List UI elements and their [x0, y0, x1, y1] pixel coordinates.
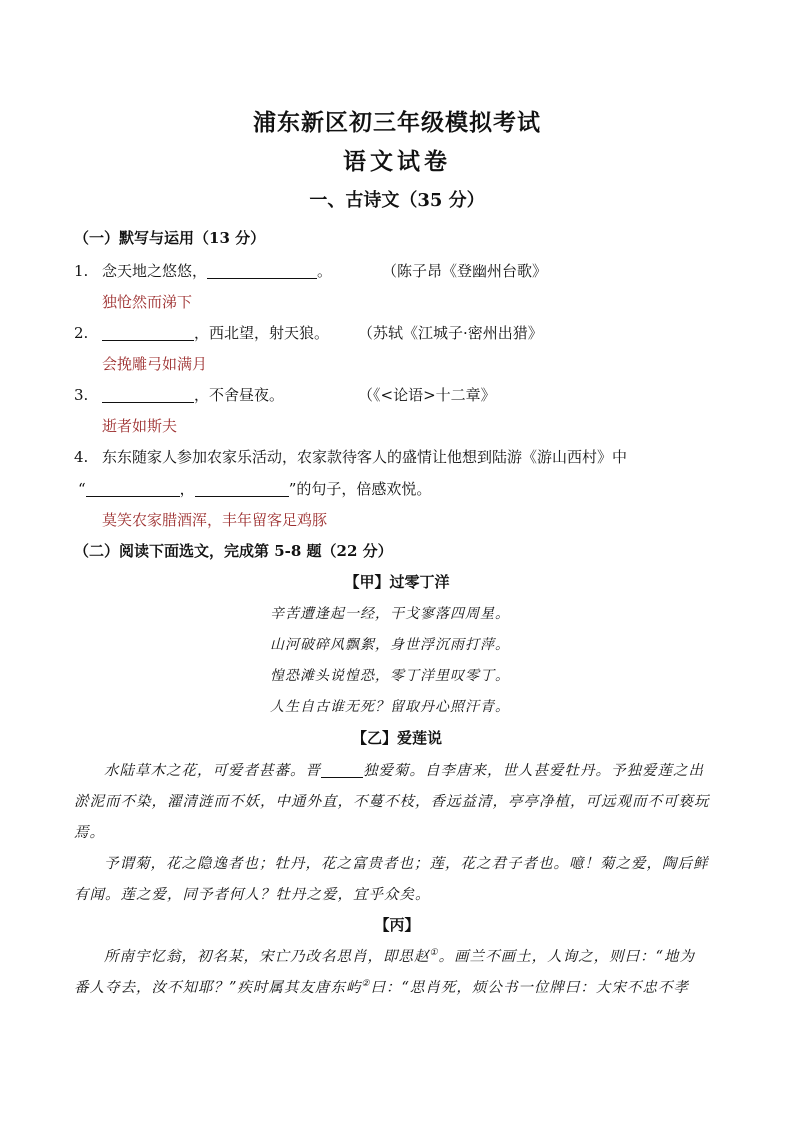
text: 独爱菊。自李唐来，世人甚爱牡丹。予独爱莲之出	[363, 763, 704, 779]
question-number: 4.	[74, 448, 89, 466]
answer-3: 逝者如斯夫	[102, 417, 178, 435]
question-2	[74, 322, 329, 343]
bing-title: 【丙】	[374, 916, 420, 934]
answer-blank[interactable]	[102, 324, 194, 341]
question-1-source: （陈子昂《登幽州台歌》	[382, 262, 548, 280]
yi-paragraph1-line2: 淤泥而不染，濯清涟而不妖，中通外直，不蔓不枝，香远益清，亭亭净植，可远观而不可亵玩	[74, 794, 710, 810]
question-text: ，不舍昼夜。	[194, 386, 285, 404]
poem-line: 惶恐滩头说惶恐，零丁洋里叹零丁。	[270, 668, 510, 684]
footnote-marker: ①	[429, 948, 439, 959]
question-text: ”的句子，倍感欢悦。	[288, 480, 432, 498]
question-text: 东东随家人参加农家乐活动，农家款待客人的盛情让他想到陆游《游山西村》中	[102, 448, 628, 466]
question-number: 2.	[74, 324, 89, 342]
question-3-source: （《<论语>十二章》	[358, 386, 496, 404]
answer-1: 独怆然而涕下	[102, 293, 193, 311]
question-number: 3.	[74, 386, 89, 404]
yi-title: 【乙】爱莲说	[351, 729, 442, 747]
footnote-marker: ②	[361, 979, 371, 990]
question-text: 念天地之悠悠，	[102, 262, 208, 280]
answer-blank[interactable]	[102, 386, 194, 403]
yi-paragraph2-line2: 有闻。莲之爱，同予者何人？牡丹之爱，宜乎众矣。	[74, 887, 431, 903]
exam-subtitle: 语文试卷	[343, 148, 451, 175]
bing-line1	[104, 945, 695, 966]
answer-2: 会挽雕弓如满月	[102, 355, 208, 373]
text: 水陆草木之花，可爱者甚蕃。晋	[104, 763, 321, 779]
question-1	[74, 260, 332, 281]
bing-line2	[74, 976, 689, 997]
question-2-source: （苏轼《江城子·密州出猎》	[358, 324, 543, 342]
poem-line: 人生自古谁无死？留取丹心照汗青。	[270, 699, 510, 715]
answer-blank[interactable]	[321, 762, 363, 778]
question-4	[74, 446, 627, 467]
poem-line: 辛苦遭逢起一经，干戈寥落四周星。	[270, 606, 510, 622]
question-text: ，西北望，射天狼。	[194, 324, 330, 342]
text: 番人夺去，汝不知耶？”疾时属其友唐东屿	[74, 980, 362, 996]
text: 。画兰不画土，人询之，则曰：“地为	[438, 949, 695, 965]
answer-blank[interactable]	[195, 480, 289, 497]
exam-title: 浦东新区初三年级模拟考试	[253, 109, 541, 136]
quote-open: “	[78, 480, 86, 498]
answer-4: 莫笑农家腊酒浑，丰年留客足鸡豚	[102, 511, 328, 529]
yi-paragraph1-line3: 焉。	[74, 825, 105, 841]
comma: ，	[179, 480, 195, 498]
yi-paragraph1-line1	[104, 759, 704, 780]
section1-heading: （一）默写与运用（13 分）	[74, 229, 266, 247]
question-text: 。	[317, 262, 333, 280]
jia-title: 【甲】过零丁洋	[344, 573, 450, 591]
poem-line: 山河破碎风飘絮，身世浮沉雨打萍。	[270, 637, 510, 653]
answer-blank[interactable]	[86, 480, 180, 497]
question-number: 1.	[74, 262, 89, 280]
yi-paragraph2-line1: 予谓菊，花之隐逸者也；牡丹，花之富贵者也；莲，花之君子者也。噫！菊之爱，陶后鲜	[104, 856, 709, 872]
question-4-line2	[78, 478, 431, 499]
text: 所南宇忆翁，初名某，宋亡乃改名思肖，即思赵	[104, 949, 430, 965]
answer-blank[interactable]	[207, 262, 317, 279]
part-title: 一、古诗文（35 分）	[309, 190, 485, 211]
text: 曰：“思肖死，烦公书一位牌曰：大宋不忠不孝	[370, 980, 689, 996]
question-3	[74, 384, 284, 405]
section2-heading: （二）阅读下面选文，完成第 5-8 题（22 分）	[74, 542, 393, 560]
